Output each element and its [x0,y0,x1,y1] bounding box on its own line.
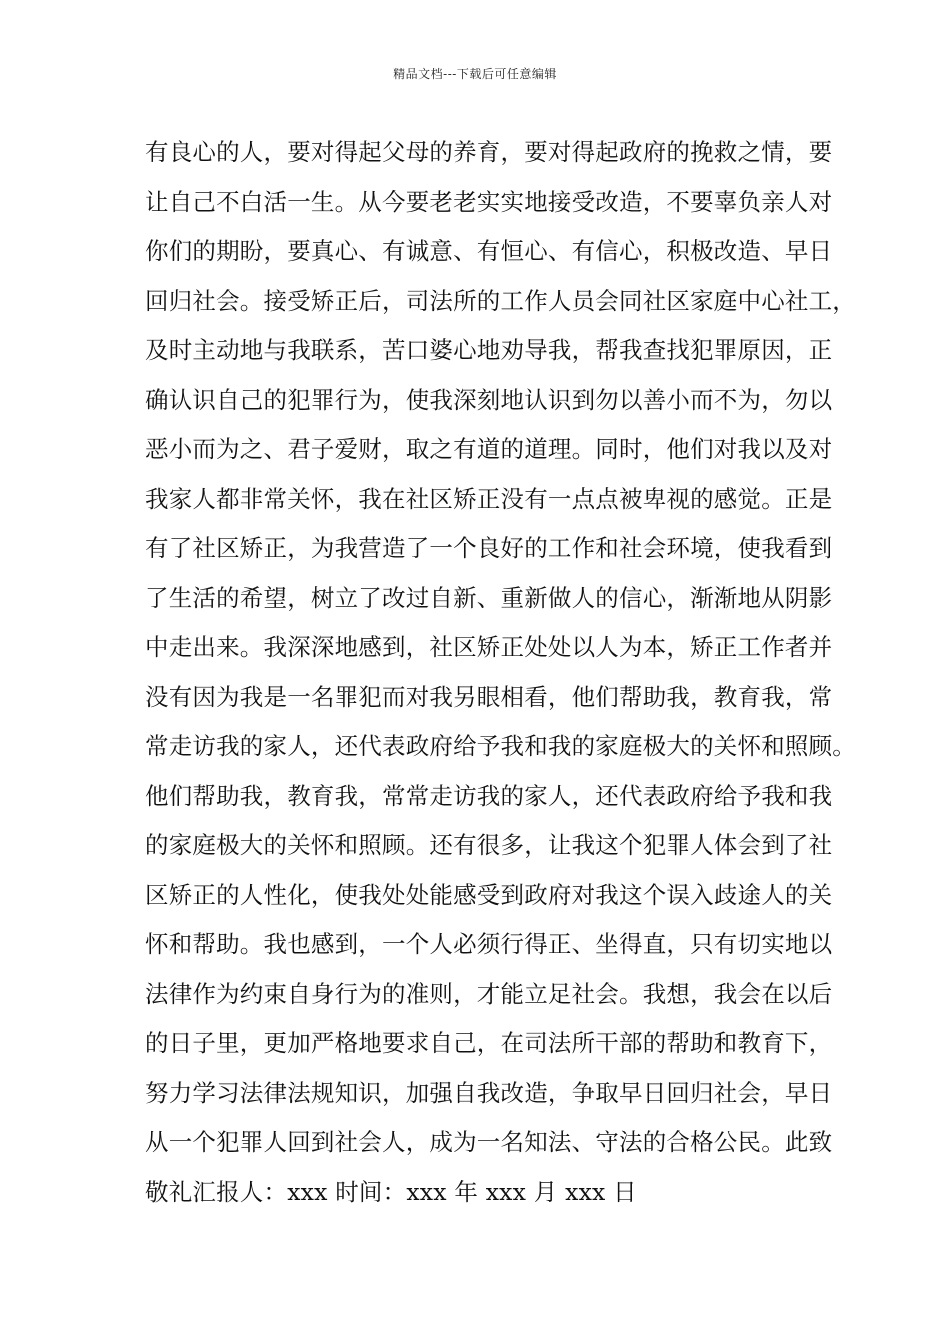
text-line: 有良心的人，要对得起父母的养育，要对得起政府的挽救之情，要 [145,138,833,166]
text-line: 从一个犯罪人回到社会人，成为一名知法、守法的合格公民。此致 [145,1128,833,1156]
text-line: 你们的期盼，要真心、有诚意、有恒心、有信心，积极改造、早日 [145,237,833,265]
text-line: 法律作为约束自身行为的准则，才能立足社会。我想，我会在以后 [145,979,833,1008]
text-line: 了生活的希望，树立了改过自新、重新做人的信心，渐渐地从阴影 [145,583,833,612]
text-line: 回归社会。接受矫正后，司法所的工作人员会同社区家庭中心社工， [145,286,856,315]
text-line: 及时主动地与我联系，苦口婆心地劝导我，帮我查找犯罪原因，正 [145,336,833,364]
text-line: 区矫正的人性化，使我处处能感受到政府对我这个误入歧途人的关 [145,880,833,909]
text-line: 怀和帮助。我也感到，一个人必须行得正、坐得直，只有切实地以 [145,930,833,958]
text-line: 的家庭极大的关怀和照顾。还有很多，让我这个犯罪人体会到了社 [145,831,833,859]
text-line: 没有因为我是一名罪犯而对我另眼相看，他们帮助我，教育我，常 [145,682,833,711]
signature-line: 敬礼汇报人：xxx 时间：xxx 年 xxx 月 xxx 日 [145,1177,637,1206]
text-line: 有了社区矫正，为我营造了一个良好的工作和社会环境，使我看到 [145,534,833,562]
text-line: 他们帮助我，教育我，常常走访我的家人，还代表政府给予我和我 [145,781,833,810]
text-line: 我家人都非常关怀，我在社区矫正没有一点点被卑视的感觉。正是 [145,484,833,513]
text-line: 让自己不白活一生。从今要老老实实地接受改造，不要辜负亲人对 [145,187,833,216]
text-line: 恶小而为之、君子爱财，取之有道的道理。同时，他们对我以及对 [145,435,833,463]
page-header: 精品文档---下载后可任意编辑 [393,67,557,81]
body-text [145,128,856,1217]
text-line: 确认识自己的犯罪行为，使我深刻地认识到勿以善小而不为，勿以 [145,385,833,414]
text-line: 常走访我的家人，还代表政府给予我和我的家庭极大的关怀和照顾。 [145,732,856,760]
text-line: 中走出来。我深深地感到，社区矫正处处以人为本，矫正工作者并 [145,633,833,661]
text-line: 努力学习法律法规知识，加强自我改造，争取早日回归社会，早日 [145,1078,833,1107]
text-line: 的日子里，更加严格地要求自己，在司法所干部的帮助和教育下， [145,1029,833,1057]
